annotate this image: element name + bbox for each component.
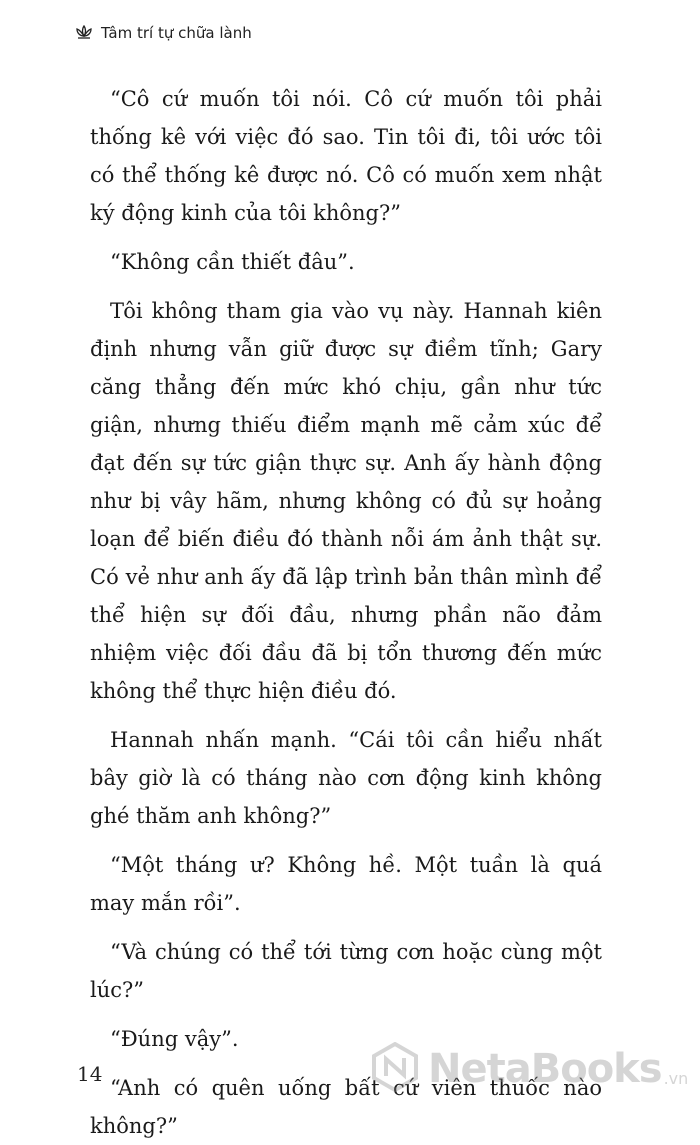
book-title: Tâm trí tự chữa lành [101, 24, 252, 42]
lotus-icon [75, 25, 93, 41]
running-header [75, 24, 252, 42]
watermark-text: NetaBooks [428, 1046, 662, 1092]
paragraph-1: “Cô cứ muốn tôi nói. Cô cứ muốn tôi phải thống kê với việc đó sao. Tin tôi đi, tôi ước tôi có thể thống kê được nó. Cô có muốn xem nhật ký động kinh của tôi không?” [90, 87, 602, 225]
netabooks-logo-icon [370, 1042, 420, 1096]
paragraph-4: Hannah nhấn mạnh. “Cái tôi cần hiểu nhất bây giờ là có tháng nào cơn động kinh không ghé thăm anh không?” [90, 728, 602, 828]
watermark-suffix: .vn [663, 1069, 689, 1088]
page-number: 14 [77, 1062, 103, 1086]
paragraph-7: “Đúng vậy”. [110, 1027, 239, 1051]
watermark [370, 1042, 688, 1096]
paragraph-2: “Không cần thiết đâu”. [110, 250, 355, 274]
paragraph-8: “Anh có quên uống bất cứ viên thuốc nào không?” [90, 1076, 602, 1138]
paragraph-3: Tôi không tham gia vào vụ này. Hannah kiên định nhưng vẫn giữ được sự điềm tĩnh; Gary căng thẳng đến mức khó chịu, gần như tức giận, nhưng thiếu điểm mạnh mẽ cảm xúc để đạt đến sự tức giận thực sự. Anh ấy hành động như bị vây hãm, nhưng không có đủ sự hoảng loạn để biến điều đó thành nỗi ám ảnh thật sự. Có vẻ như anh ấy đã lập trình bản thân mình để thể hiện sự đối đầu, nhưng phần não đảm nhiệm việc đối đầu đã bị tổn thương đến mức không thể thực hiện điều đó. [90, 299, 602, 703]
paragraph-6: “Và chúng có thể tới từng cơn hoặc cùng một lúc?” [90, 940, 602, 1002]
body-text [90, 80, 602, 1145]
paragraph-5: “Một tháng ư? Không hề. Một tuần là quá may mắn rồi”. [90, 853, 602, 915]
